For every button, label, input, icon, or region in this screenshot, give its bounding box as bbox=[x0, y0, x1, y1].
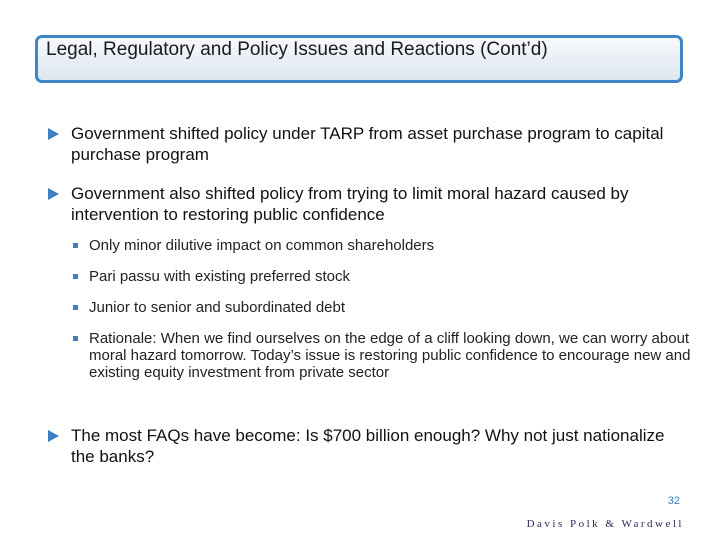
sub-bullet-rationale bbox=[73, 330, 693, 381]
square-bullet-icon bbox=[73, 336, 78, 341]
bullet-text: Government also shifted policy from trying to limit moral hazard caused by intervention to restoring public confidence bbox=[71, 184, 629, 224]
sub-bullet-dilutive bbox=[73, 237, 693, 254]
sub-bullet-text: Rationale: When we find ourselves on the edge of a cliff looking down, we can worry about moral hazard tomorrow. Today’s issue is restoring public confidence to encourage new and existing equity investment from private sector bbox=[89, 330, 691, 381]
slide-title: Legal, Regulatory and Policy Issues and Reactions (Cont’d) bbox=[46, 39, 548, 60]
triangle-bullet-icon bbox=[48, 128, 59, 140]
square-bullet-icon bbox=[73, 243, 78, 248]
triangle-bullet-icon bbox=[48, 188, 59, 200]
bullet-moral-hazard bbox=[48, 183, 688, 225]
square-bullet-icon bbox=[73, 305, 78, 310]
firm-logo: Davis Polk & Wardwell bbox=[526, 518, 684, 530]
title-box bbox=[35, 35, 683, 83]
bullet-tarp-policy bbox=[48, 123, 698, 165]
square-bullet-icon bbox=[73, 274, 78, 279]
bullet-faqs bbox=[48, 425, 688, 467]
page-number: 32 bbox=[667, 495, 680, 507]
sub-bullet-junior bbox=[73, 299, 693, 316]
sub-bullet-text: Only minor dilutive impact on common shareholders bbox=[89, 237, 435, 254]
bullet-text: The most FAQs have become: Is $700 billion enough? Why not just nationalize the banks? bbox=[71, 426, 665, 466]
sub-bullet-pari-passu bbox=[73, 268, 693, 285]
sub-bullet-text: Junior to senior and subordinated debt bbox=[89, 299, 346, 316]
sub-bullet-text: Pari passu with existing preferred stock bbox=[89, 268, 350, 285]
triangle-bullet-icon bbox=[48, 430, 59, 442]
bullet-text: Government shifted policy under TARP from asset purchase program to capital purchase program bbox=[71, 124, 664, 164]
